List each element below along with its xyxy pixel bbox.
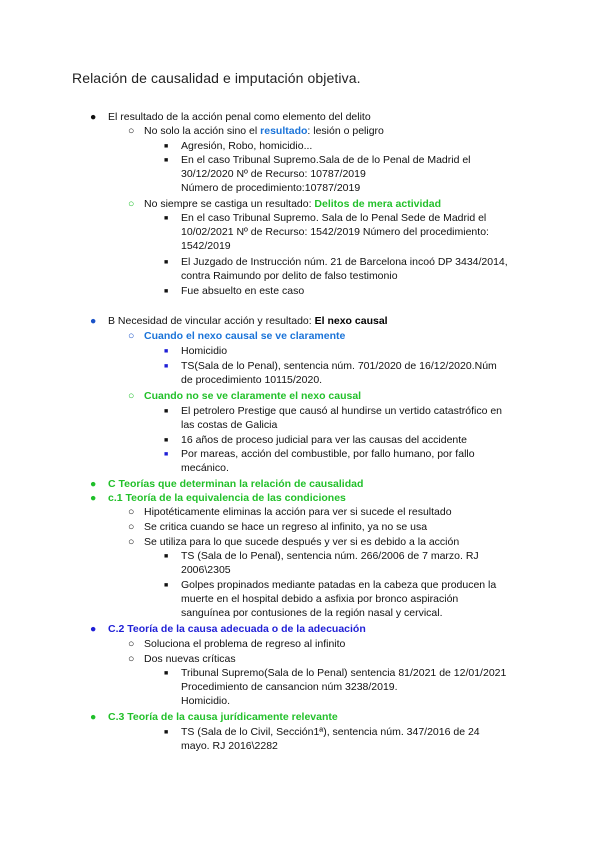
list-item-continuation: 10/02/2021 Nº de Recurso: 1542/2019 Número del procedimiento: [181,226,489,238]
bullet-circle: ○ [128,653,135,665]
bullet-circle: ○ [128,198,135,210]
list-item: En el caso Tribunal Supremo. Sala de lo Penal Sede de Madrid el [181,212,487,224]
list-item: Golpes propinados mediante patadas en la cabeza que producen la [181,579,497,591]
bullet-square: ■ [164,451,169,458]
list-item: TS (Sala de lo Civil, Sección1ª), sentencia núm. 347/2016 de 24 [181,726,480,738]
list-item-continuation: las costas de Galicia [181,419,278,431]
bullet-square: ■ [164,437,169,444]
list-item-continuation: 1542/2019 [181,240,231,252]
list-item-continuation: mecánico. [181,462,229,474]
list-item: Agresión, Robo, homicidio... [181,140,313,152]
bullet-square: ■ [164,157,169,164]
bullet-circle: ○ [128,638,135,650]
page-title: Relación de causalidad e imputación objetiva. [72,70,361,86]
list-item: El Juzgado de Instrucción núm. 21 de Barcelona incoó DP 3434/2014, [181,256,508,268]
list-item: En el caso Tribunal Supremo.Sala de de lo Penal de Madrid el [181,154,471,166]
bullet-circle: ○ [128,521,135,533]
bullet-dot: ● [90,623,97,635]
list-item: C Teorías que determinan la relación de causalidad [108,478,364,490]
list-item: C.3 Teoría de la causa jurídicamente relevante [108,711,338,723]
bullet-circle: ○ [128,330,135,342]
list-item-continuation: mayo. RJ 2016\2282 [181,740,278,752]
list-item: Por mareas, acción del combustible, por fallo humano, por fallo [181,448,475,460]
bullet-square: ■ [164,729,169,736]
bullet-square: ■ [164,143,169,150]
bullet-dot: ● [90,492,97,504]
list-item: TS (Sala de lo Penal), sentencia núm. 266/2006 de 7 marzo. RJ [181,550,479,562]
bullet-square: ■ [164,259,169,266]
list-item: Dos nuevas críticas [144,653,236,665]
bullet-circle: ○ [128,390,135,402]
bullet-square: ■ [164,582,169,589]
bullet-square: ■ [164,363,169,370]
list-item: Se utiliza para lo que sucede después y ver si es debido a la acción [144,536,460,548]
bullet-square: ■ [164,348,169,355]
list-item: El petrolero Prestige que causó al hundirse un vertido catastrófico en [181,405,503,417]
bullet-dot: ● [90,478,97,490]
list-item-continuation: Número de procedimiento:10787/2019 [181,182,361,194]
list-item: C.2 Teoría de la causa adecuada o de la adecuación [108,623,366,635]
list-item-continuation: 2006\2305 [181,564,231,576]
list-item-continuation: Homicidio. [181,695,231,707]
list-item: 16 años de proceso judicial para ver las causas del accidente [181,434,468,446]
bullet-dot: ● [90,711,97,723]
list-item: No solo la acción sino el resultado: lesión o peligro [144,125,384,137]
list-item: No siempre se castiga un resultado: Delitos de mera actividad [144,198,442,210]
list-item-continuation: muerte en el hospital debido a asfixia por bronco aspiración [181,593,459,605]
list-item: TS(Sala de lo Penal), sentencia núm. 701/2020 de 16/12/2020.Núm [181,360,497,372]
bullet-circle: ○ [128,536,135,548]
list-item: B Necesidad de vincular acción y resultado: El nexo causal [108,315,388,327]
bullet-square: ■ [164,288,169,295]
list-item: Cuando no se ve claramente el nexo causal [144,390,362,402]
list-item: Homicidio [181,345,228,357]
bullet-square: ■ [164,553,169,560]
list-item-continuation: contra Raimundo por delito de falso testimonio [181,270,398,282]
bullet-circle: ○ [128,125,135,137]
list-item: Se critica cuando se hace un regreso al infinito, ya no se usa [144,521,428,533]
bullet-circle: ○ [128,506,135,518]
list-item-continuation: sanguínea por contusiones de la región nasal y cervical. [181,607,443,619]
bullet-square: ■ [164,408,169,415]
bullet-dot: ● [90,111,97,123]
list-item: Fue absuelto en este caso [181,285,305,297]
bullet-square: ■ [164,670,169,677]
list-item: Cuando el nexo causal se ve claramente [144,330,346,342]
list-item: Soluciona el problema de regreso al infinito [144,638,346,650]
list-item-continuation: Procedimiento de cansancion núm 3238/2019. [181,681,398,693]
list-item: Hipotéticamente eliminas la acción para ver si sucede el resultado [144,506,452,518]
list-item-continuation: 30/12/2020 Nº de Recurso: 10787/2019 [181,168,366,180]
bullet-square: ■ [164,215,169,222]
list-item: Tribunal Supremo(Sala de lo Penal) sentencia 81/2021 de 12/01/2021 [181,667,507,679]
bullet-dot: ● [90,315,97,327]
list-item: c.1 Teoría de la equivalencia de las condiciones [108,492,346,504]
list-item: El resultado de la acción penal como elemento del delito [108,111,371,123]
list-item-continuation: de procedimiento 10115/2020. [181,374,323,386]
